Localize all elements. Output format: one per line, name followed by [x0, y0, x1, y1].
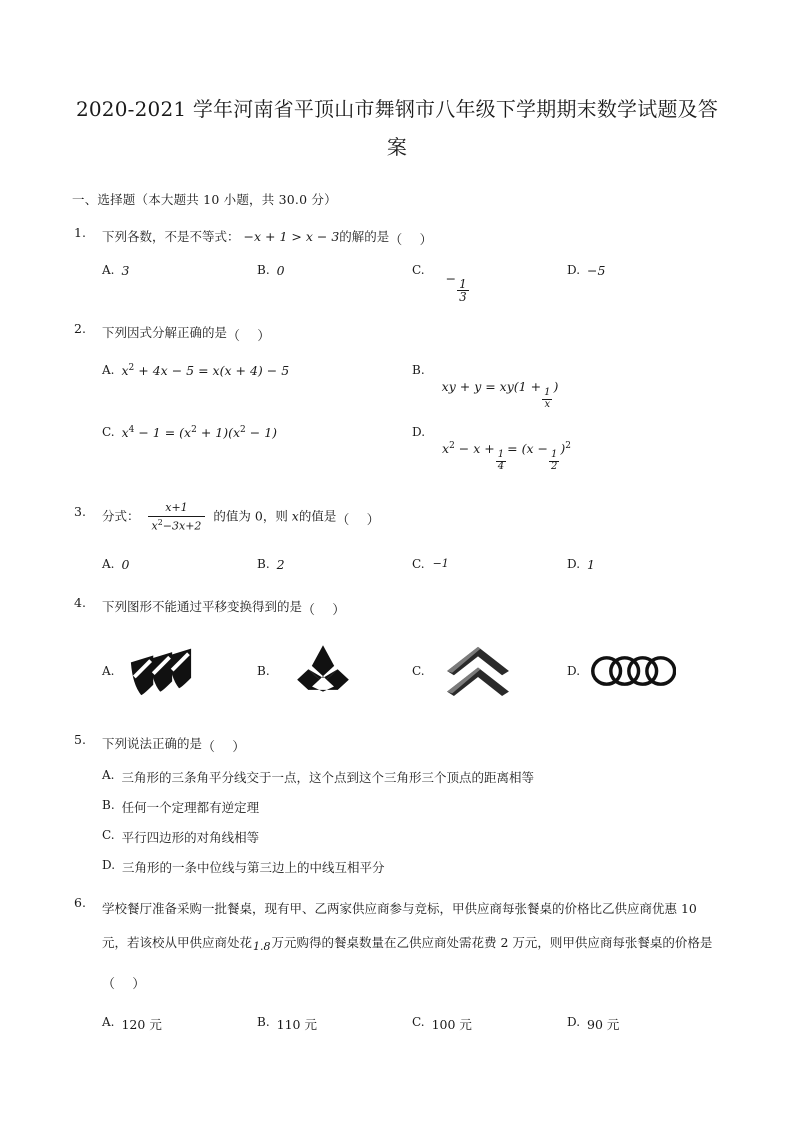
question-3-options: [102, 557, 722, 572]
question-4-stem: [102, 592, 722, 623]
option-1-B-text: 0: [276, 263, 285, 278]
option-3-D[interactable]: [567, 557, 722, 572]
question-3-answer-blank[interactable]: （ ）: [336, 512, 383, 528]
question-1-formula: −x + 1 > x − 3: [243, 229, 340, 244]
question-4: [72, 592, 722, 703]
option-4-C-label: C.: [412, 664, 425, 679]
option-6-D-label: D.: [567, 1014, 581, 1029]
page-title: 2020-2021 学年河南省平顶山市舞钢市八年级下学期期末数学试题及答案: [75, 97, 719, 159]
option-4-D-label: D.: [567, 664, 581, 679]
option-3-C[interactable]: [412, 557, 567, 572]
mitsubishi-logo-icon: [280, 639, 366, 703]
question-6-answer-blank[interactable]: （ ）: [102, 976, 149, 992]
option-2-D-text: $x^2 - x$ + $\frac{1}{4}$ = (x − $\frac{1}{2}$ )$^2$: [442, 440, 571, 472]
question-1-stem-before: 下列各数，不是不等式：: [102, 229, 240, 244]
option-1-C-label: C.: [412, 263, 425, 277]
question-3-stem-after: 的值是: [298, 508, 337, 524]
option-3-C-label: C.: [412, 557, 425, 572]
option-5-B-label: B.: [102, 798, 115, 813]
option-5-C-text: 平行四边形的对角线相等: [121, 830, 260, 846]
question-2-stem: [102, 318, 722, 349]
option-6-B-text: 110 元: [276, 1016, 317, 1032]
question-4-number: 4.: [74, 595, 86, 611]
option-6-A[interactable]: [102, 1015, 257, 1033]
citroen-logo-icon: [435, 639, 521, 703]
option-6-B-label: B.: [257, 1014, 270, 1029]
question-2-options: [102, 363, 722, 487]
option-1-A-text: 3: [121, 263, 130, 278]
question-6-number: 6.: [74, 895, 86, 911]
option-2-D[interactable]: [412, 424, 722, 472]
option-5-A-text: 三角形的三条角平分线交于一点，这个点到这个三角形三个顶点的距离相等: [121, 770, 534, 786]
option-5-C-label: C.: [102, 828, 115, 843]
option-6-C[interactable]: [412, 1015, 567, 1033]
option-1-B-label: B.: [257, 263, 270, 277]
question-5-stem: [102, 729, 722, 760]
buick-logo-icon: [124, 639, 210, 703]
option-2-C[interactable]: [102, 425, 412, 465]
option-3-A-text: 0: [121, 557, 130, 573]
question-4-options: [102, 639, 722, 703]
option-1-C-text: − $\frac{1}{3}$: [445, 271, 467, 305]
option-5-D-label: D.: [102, 858, 116, 873]
option-3-D-label: D.: [567, 557, 581, 572]
option-3-A-label: A.: [102, 557, 115, 572]
option-2-C-label: C.: [102, 424, 115, 439]
question-3-stem-mid: 的值为 0，则: [213, 508, 292, 524]
question-5-answer-blank[interactable]: （ ）: [202, 740, 249, 756]
question-1-stem-after: 的解的是: [339, 229, 390, 244]
option-3-B[interactable]: [257, 557, 412, 572]
question-1-answer-blank[interactable]: （ ）: [389, 233, 436, 248]
question-6-stem-part1: 学校餐厅准备采购一批餐桌，现有甲、乙两家供应商参与竞标，甲供应商每张餐桌的价格比乙供应商优惠 10 元，若该校从甲供应商处花: [102, 901, 697, 951]
option-1-B[interactable]: [257, 263, 412, 296]
option-2-A-label: A.: [102, 362, 115, 377]
option-4-A[interactable]: [102, 639, 257, 703]
option-1-D-text: −5: [587, 263, 606, 278]
option-2-B-label: B.: [412, 362, 425, 377]
option-6-A-text: 120 元: [121, 1016, 162, 1032]
question-6: [72, 892, 722, 1033]
question-2-answer-blank[interactable]: （ ）: [227, 328, 274, 344]
question-3-fraction: [148, 501, 206, 533]
fraction-numerator: x+1: [148, 501, 206, 517]
option-6-D[interactable]: [567, 1015, 722, 1033]
question-1-options: [102, 263, 722, 305]
option-6-D-text: 90 元: [587, 1016, 620, 1032]
option-2-A-text: $x^2 + 4x - 5 = x(x + 4) - 5$: [121, 362, 290, 379]
question-6-stem: [102, 892, 722, 999]
question-6-options: [102, 1015, 722, 1033]
question-1-number: 1.: [74, 225, 86, 240]
section-header-choice: 一、选择题（本大题共 10 小题，共 30.0 分）: [72, 192, 337, 207]
option-6-C-text: 100 元: [431, 1016, 472, 1032]
audi-logo-icon: [590, 639, 676, 703]
question-6-value: 1.8: [253, 939, 271, 953]
option-6-B[interactable]: [257, 1015, 412, 1033]
question-4-stem-before: 下列图形不能通过平移变换得到的是: [102, 599, 303, 615]
option-1-A-label: A.: [102, 263, 115, 277]
option-6-A-label: A.: [102, 1014, 115, 1029]
option-5-A[interactable]: [102, 768, 722, 786]
question-6-stem-part2: 万元购得的餐桌数量在乙供应商处需花费 2 万元，则甲供应商每张餐桌的价格是: [271, 935, 713, 951]
fraction-denominator: $x^2-3x+2$: [151, 517, 202, 533]
question-2-number: 2.: [74, 320, 86, 336]
question-2: [72, 318, 722, 487]
option-3-C-text: −1: [432, 557, 449, 571]
question-3-number: 3.: [74, 503, 86, 519]
option-4-A-label: A.: [102, 664, 115, 679]
option-3-B-text: 2: [276, 557, 285, 573]
question-5-stem-before: 下列说法正确的是: [102, 736, 203, 752]
question-1-stem: [102, 222, 722, 253]
option-4-D[interactable]: [567, 639, 722, 703]
option-2-C-text: $x^4 - 1 = (x^2 + 1)(x^2 - 1)$: [121, 424, 278, 441]
question-5: [72, 729, 722, 876]
option-1-D-label: D.: [567, 263, 581, 277]
option-4-B-label: B.: [257, 664, 270, 679]
question-3-stem: [102, 501, 722, 533]
option-1-C[interactable]: [412, 263, 567, 305]
question-3: [72, 501, 722, 572]
question-5-number: 5.: [74, 732, 86, 748]
option-4-B[interactable]: [257, 639, 412, 703]
option-2-A[interactable]: [102, 363, 412, 403]
question-1: [72, 222, 722, 305]
option-6-C-label: C.: [412, 1014, 425, 1029]
option-5-B-text: 任何一个定理都有逆定理: [121, 800, 260, 816]
option-1-D[interactable]: [567, 263, 722, 296]
option-2-D-label: D.: [412, 424, 426, 439]
question-3-stem-before: 分式：: [102, 508, 140, 524]
option-2-B-text: xy + y = xy(1 + $\frac{1}{x}$ ): [441, 378, 559, 410]
option-5-B[interactable]: [102, 798, 722, 816]
question-2-stem-before: 下列因式分解正确的是: [102, 324, 228, 340]
question-3-variable: x: [291, 508, 299, 524]
question-4-answer-blank[interactable]: （ ）: [302, 603, 349, 619]
option-5-D[interactable]: [102, 858, 722, 876]
question-5-options: [102, 768, 722, 876]
option-3-B-label: B.: [257, 557, 270, 572]
option-5-A-label: A.: [102, 768, 115, 783]
option-5-C[interactable]: [102, 828, 722, 846]
option-4-C[interactable]: [412, 639, 567, 703]
page-content: [72, 90, 722, 1033]
option-2-B[interactable]: [412, 362, 722, 410]
option-1-A[interactable]: [102, 263, 257, 296]
option-3-A[interactable]: [102, 557, 257, 572]
option-5-D-text: 三角形的一条中位线与第三边上的中线互相平分: [122, 860, 385, 876]
option-3-D-text: 1: [587, 557, 595, 573]
